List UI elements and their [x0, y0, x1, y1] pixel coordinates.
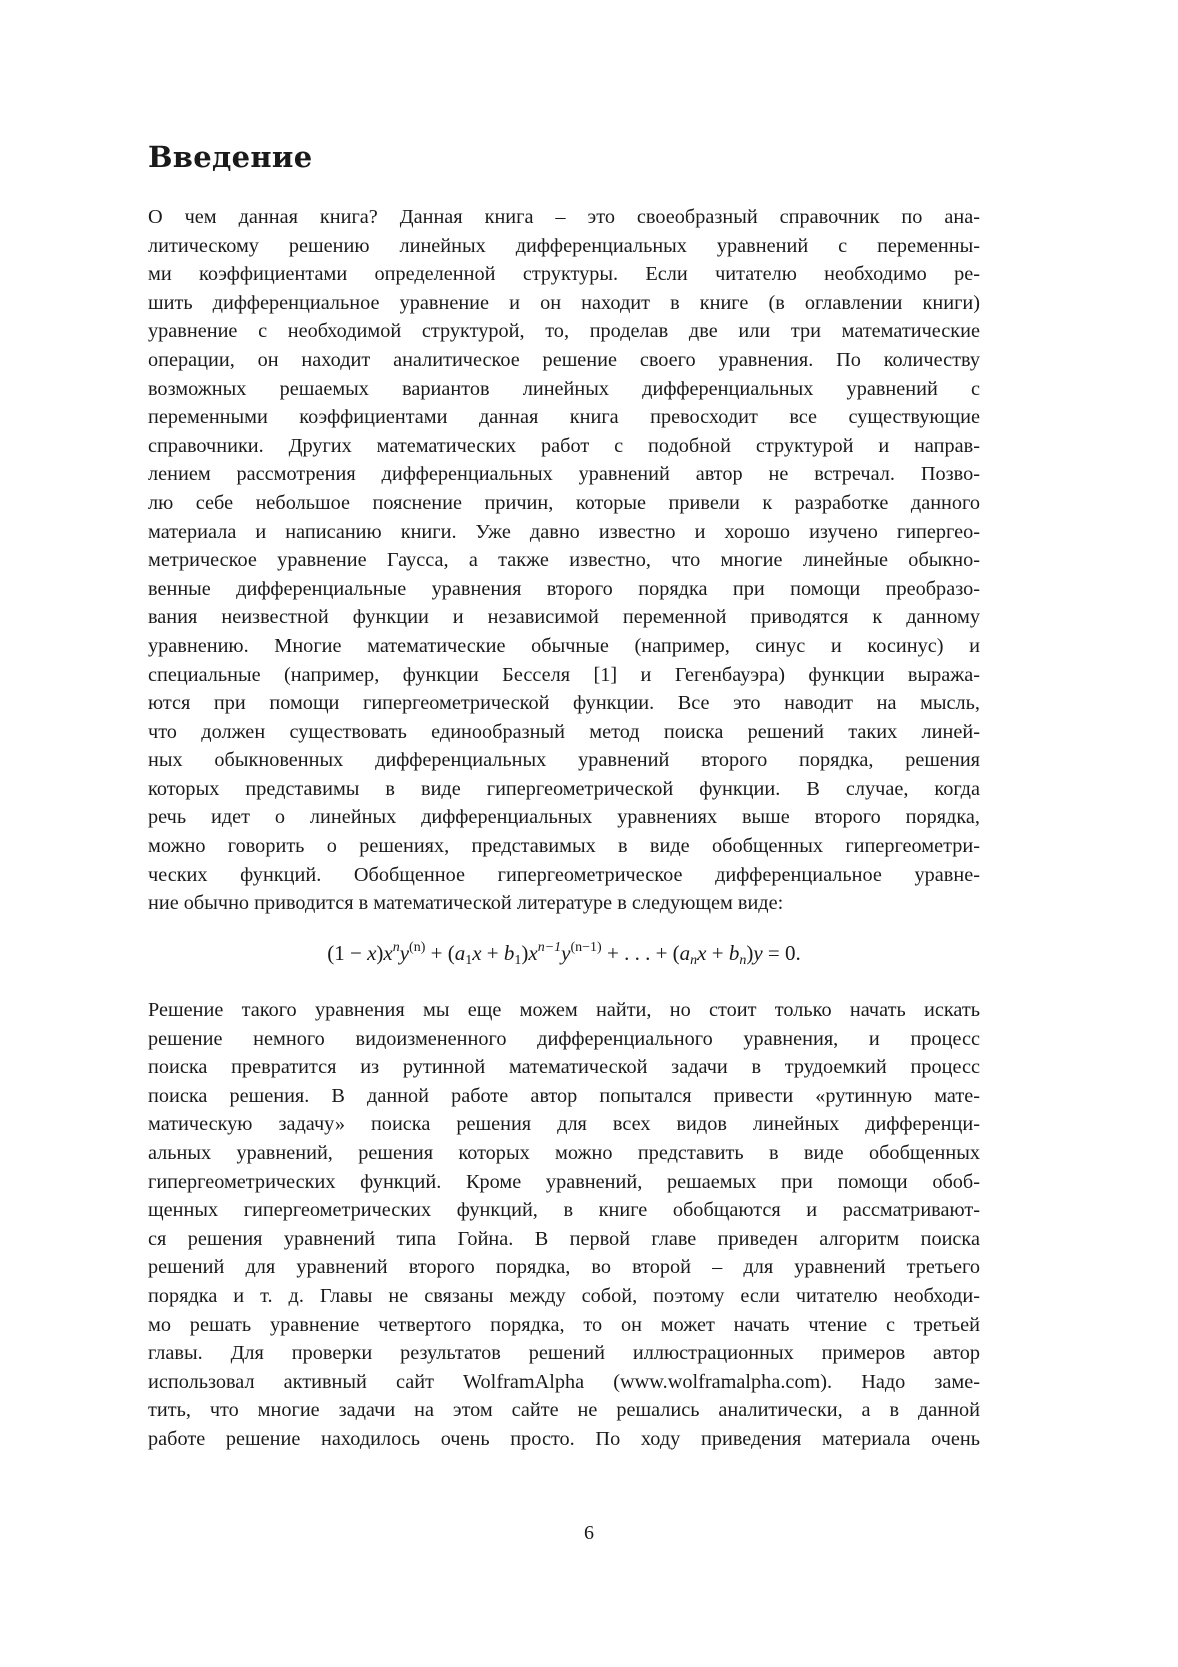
text-line: метрическое уравнение Гаусса, а также известно, что многие линейные обыкно- [148, 549, 980, 572]
text-line: мо решать уравнение четвертого порядка, то он может начать чтение с третьей [148, 1313, 980, 1336]
text-line: что должен существовать единообразный метод поиска решений таких линей- [148, 720, 980, 743]
eq-derivative-order: (n) [409, 940, 426, 955]
eq-subscript: 1 [514, 953, 522, 968]
text-line: решений для уравнений второго порядка, во второй – для уравнений третьего [148, 1256, 980, 1279]
text-line: операции, он находит аналитическое решение своего уравнения. По количеству [148, 348, 980, 371]
text-line: лю себе небольшое пояснение причин, которые привели к разработке данного [148, 491, 980, 514]
eq-part: ) [376, 941, 384, 965]
text-line: гипергеометрических функций. Кроме уравнений, решаемых при помощи обоб- [148, 1170, 980, 1193]
text-line: венные дифференциальные уравнения второго порядка при помощи преобразо- [148, 577, 980, 600]
text-line: матическую задачу» поиска решения для всех видов линейных дифференци- [148, 1113, 980, 1136]
eq-var: y [399, 941, 410, 965]
text-line: решение немного видоизмененного дифференциального уравнения, и процесс [148, 1027, 980, 1050]
eq-derivative-order: (n−1) [570, 940, 602, 955]
text-line: шить дифференциальное уравнение и он находит в книге (в оглавлении книги) [148, 291, 980, 314]
text-line: ние обычно приводится в математической литературе в следующем виде: [148, 892, 784, 915]
text-line: уравнению. Многие математические обычные (например, синус и косинус) и [148, 634, 980, 657]
eq-var: x [697, 941, 707, 965]
text-line: литическому решению линейных дифференциальных уравнений с переменны- [148, 234, 980, 257]
eq-subscript: n [690, 953, 698, 968]
text-line: ми коэффициентами определенной структуры. Если читателю необходимо ре- [148, 263, 980, 286]
eq-exponent: n [392, 940, 400, 955]
section-heading: Введение [148, 140, 313, 174]
text-line: альных уравнений, решения которых можно представить в виде обобщенных [148, 1141, 980, 1164]
text-line: тить, что многие задачи на этом сайте не решались аналитически, а в данной [148, 1399, 980, 1422]
eq-var: a [679, 941, 691, 965]
eq-part: ) [746, 941, 754, 965]
eq-part: + . . . + ( [601, 941, 680, 965]
eq-part: + [706, 941, 729, 965]
text-line: щенных гипергеометрических функций, в книге обобщаются и рассматривают- [148, 1199, 980, 1222]
eq-part: = 0. [762, 941, 801, 965]
text-line: ческих функций. Обобщенное гипергеометрическое дифференциальное уравне- [148, 863, 980, 886]
text-line: вания неизвестной функции и независимой переменной приводятся к данному [148, 606, 980, 629]
eq-var: y [561, 941, 571, 965]
eq-part: ) [521, 941, 529, 965]
paragraph-continuation [148, 996, 980, 1454]
text-line: порядка и т. д. Главы не связаны между собой, поэтому если читателю необходи- [148, 1284, 980, 1307]
eq-var: b [728, 941, 740, 965]
text-line: ся решения уравнений типа Гойна. В первой главе приведен алгоритм поиска [148, 1227, 980, 1250]
eq-var: a [454, 941, 466, 965]
text-line: использовал активный сайт WolframAlpha (www.wolframalpha.com). Надо заме- [148, 1370, 980, 1393]
eq-var: b [503, 941, 515, 965]
eq-var: y [753, 941, 763, 965]
eq-var: x [367, 941, 377, 965]
text-line: О чем данная книга? Данная книга – это своеобразный справочник по ана- [148, 206, 980, 228]
page-number: 6 [584, 1522, 594, 1544]
hypergeometric-equation [148, 938, 980, 968]
text-line: речь идет о линейных дифференциальных уравнениях выше второго порядка, [148, 806, 980, 829]
text-line: работе решение находилось очень просто. По ходу приведения материала очень [148, 1427, 980, 1450]
text-line: которых представимы в виде гипергеометрической функции. В случае, когда [148, 777, 980, 800]
eq-subscript: 1 [465, 953, 473, 968]
text-line: лением рассмотрения дифференциальных уравнений автор не встречал. Позво- [148, 463, 980, 486]
text-line: поиска решения. В данной работе автор попытался привести «рутинную мате- [148, 1084, 980, 1107]
eq-var: x [528, 941, 538, 965]
text-line: ются при помощи гипергеометрической функции. Все это наводит на мысль, [148, 692, 980, 715]
eq-part: + [481, 941, 504, 965]
text-line: справочники. Других математических работ с подобной структурой и направ- [148, 434, 980, 457]
text-line: переменными коэффициентами данная книга превосходит все существующие [148, 406, 980, 429]
text-line: поиска превратится из рутинной математической задачи в трудоемкий процесс [148, 1056, 980, 1079]
text-line: ных обыкновенных дифференциальных уравнений второго порядка, решения [148, 749, 980, 772]
eq-exponent: n−1 [537, 940, 562, 955]
eq-part: (1 − [327, 941, 368, 965]
text-line: материала и написанию книги. Уже давно известно и хорошо изучено гипергео- [148, 520, 980, 543]
text-line: специальные (например, функции Бесселя [1] и Гегенбауэра) функции выража- [148, 663, 980, 686]
eq-var: x [383, 941, 393, 965]
text-line: главы. Для проверки результатов решений иллюстрационных примеров автор [148, 1342, 980, 1365]
text-line: Решение такого уравнения мы еще можем найти, но стоит только начать искать [148, 999, 980, 1021]
text-line: можно говорить о решениях, представимых в виде обобщенных гипергеометри- [148, 835, 980, 858]
paragraph-intro [148, 203, 980, 918]
eq-part: + ( [425, 941, 455, 965]
text-line: уравнение с необходимой структурой, то, проделав две или три математические [148, 320, 980, 343]
eq-var: x [472, 941, 482, 965]
eq-subscript: n [739, 953, 747, 968]
text-line: возможных решаемых вариантов линейных дифференциальных уравнений с [148, 377, 980, 400]
